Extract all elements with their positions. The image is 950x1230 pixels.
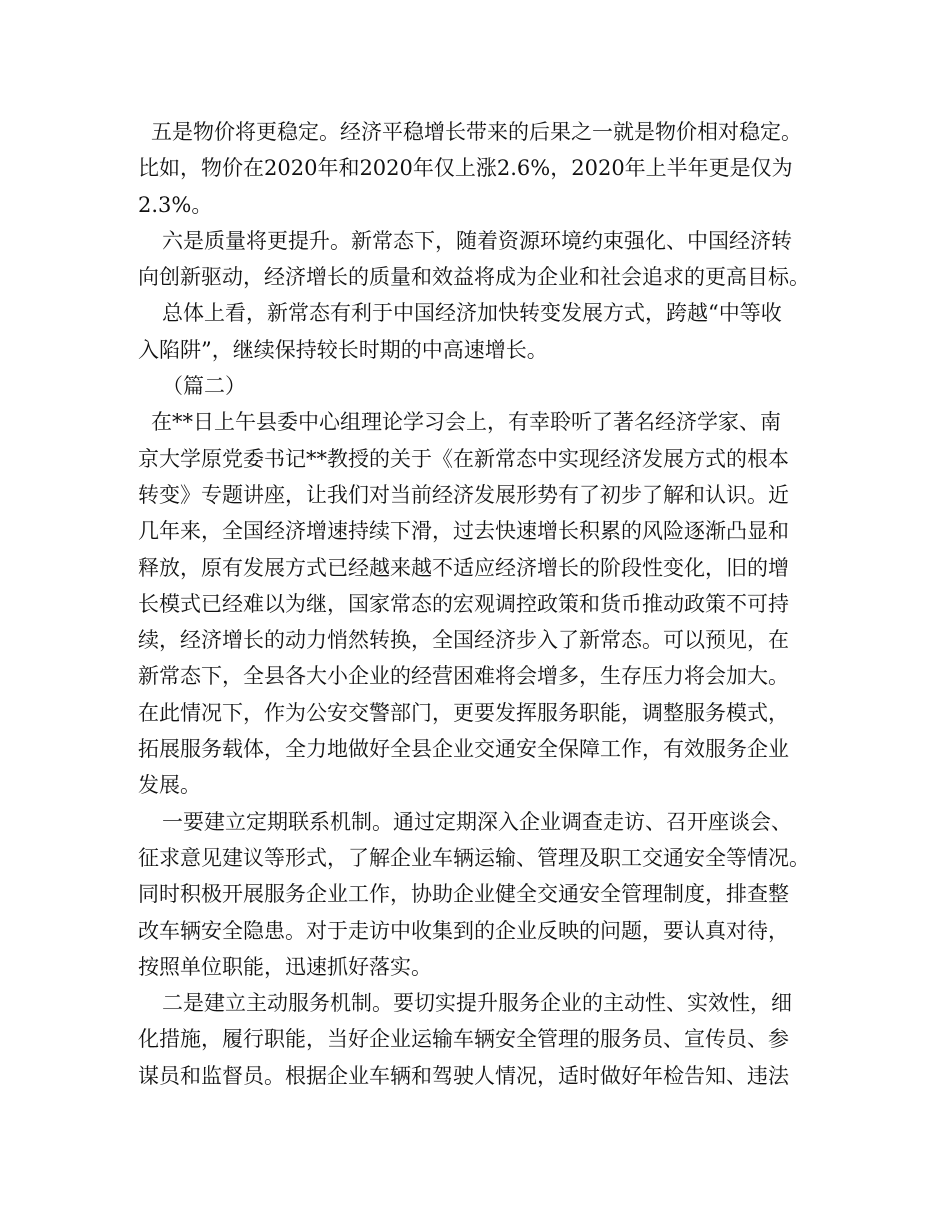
text-line: 五是物价将更稳定。经济平稳增长带来的后果之一就是物价相对稳定。: [151, 120, 802, 144]
text-line: 续，经济增长的动力悄然转换，全国经济步入了新常态。可以预见，在: [138, 628, 789, 653]
text-line: 按照单位职能，迅速抓好落实。: [138, 954, 432, 979]
text-line: 拓展服务载体，全力地做好全县企业交通安全保障工作，有效服务企业: [138, 737, 789, 762]
text-line: 长模式已经难以为继，国家常态的宏观调控政策和货币推动政策不可持: [138, 591, 789, 616]
paragraph-intro: [138, 404, 828, 803]
paragraph-yi: [138, 804, 828, 985]
text-line: 转变》专题讲座，让我们对当前经济发展形势有了初步了解和认识。近: [138, 482, 789, 507]
text-line: 化措施，履行职能，当好企业运输车辆安全管理的服务员、宣传员、参: [138, 1027, 789, 1052]
text-line: 释放，原有发展方式已经越来越不适应经济增长的阶段性变化，旧的增: [138, 555, 789, 580]
paragraph-er: [138, 985, 828, 1094]
paragraph-wu: [138, 114, 828, 223]
text-line: 在此情况下，作为公安交警部门，更要发挥服务职能，调整服务模式，: [138, 700, 789, 725]
text-line: 新常态下，全县各大小企业的经营困难将会增多，生存压力将会加大。: [138, 664, 789, 689]
text-line: 一要建立定期联系机制。通过定期深入企业调查走访、召开座谈会、: [162, 809, 792, 834]
text-line: 京大学原党委书记**教授的关于《在新常态中实现经济发展方式的根本: [138, 446, 789, 471]
section-title: （篇二）: [162, 374, 246, 399]
text-line: 向创新驱动，经济增长的质量和效益将成为企业和社会追求的更高目标。: [138, 265, 810, 290]
text-line: 改车辆安全隐患。对于走访中收集到的企业反映的问题，要认真对待，: [138, 918, 789, 943]
text-line: 发展。: [138, 773, 201, 798]
paragraph-zongti: [138, 295, 828, 368]
document-page: [138, 114, 828, 1094]
text-line: 2.3%。: [138, 192, 213, 217]
text-line: 同时积极开展服务企业工作，协助企业健全交通安全管理制度，排查整: [138, 882, 789, 907]
text-line: 谋员和监督员。根据企业车辆和驾驶人情况，适时做好年检告知、违法: [138, 1063, 789, 1088]
text-line: 二是建立主动服务机制。要切实提升服务企业的主动性、实效性，细: [162, 991, 792, 1016]
text-line: 入陷阱”，继续保持较长时期的中高速增长。: [138, 337, 548, 362]
text-line: 比如，物价在2020年和2020年仅上涨2.6%，2020年上半年更是仅为: [138, 156, 793, 181]
text-line: 征求意见建议等形式，了解企业车辆运输、管理及职工交通安全等情况。: [138, 845, 810, 870]
text-line: 总体上看，新常态有利于中国经济加快转变发展方式，跨越“中等收: [162, 301, 782, 326]
paragraph-liu: [138, 223, 828, 296]
section-heading: [138, 368, 828, 404]
text-line: 在**日上午县委中心组理论学习会上，有幸聆听了著名经济学家、南: [151, 410, 781, 435]
text-line: 六是质量将更提升。新常态下，随着资源环境约束强化、中国经济转: [162, 228, 792, 253]
text-line: 几年来，全国经济增速持续下滑，过去快速增长积累的风险逐渐凸显和: [138, 519, 789, 544]
